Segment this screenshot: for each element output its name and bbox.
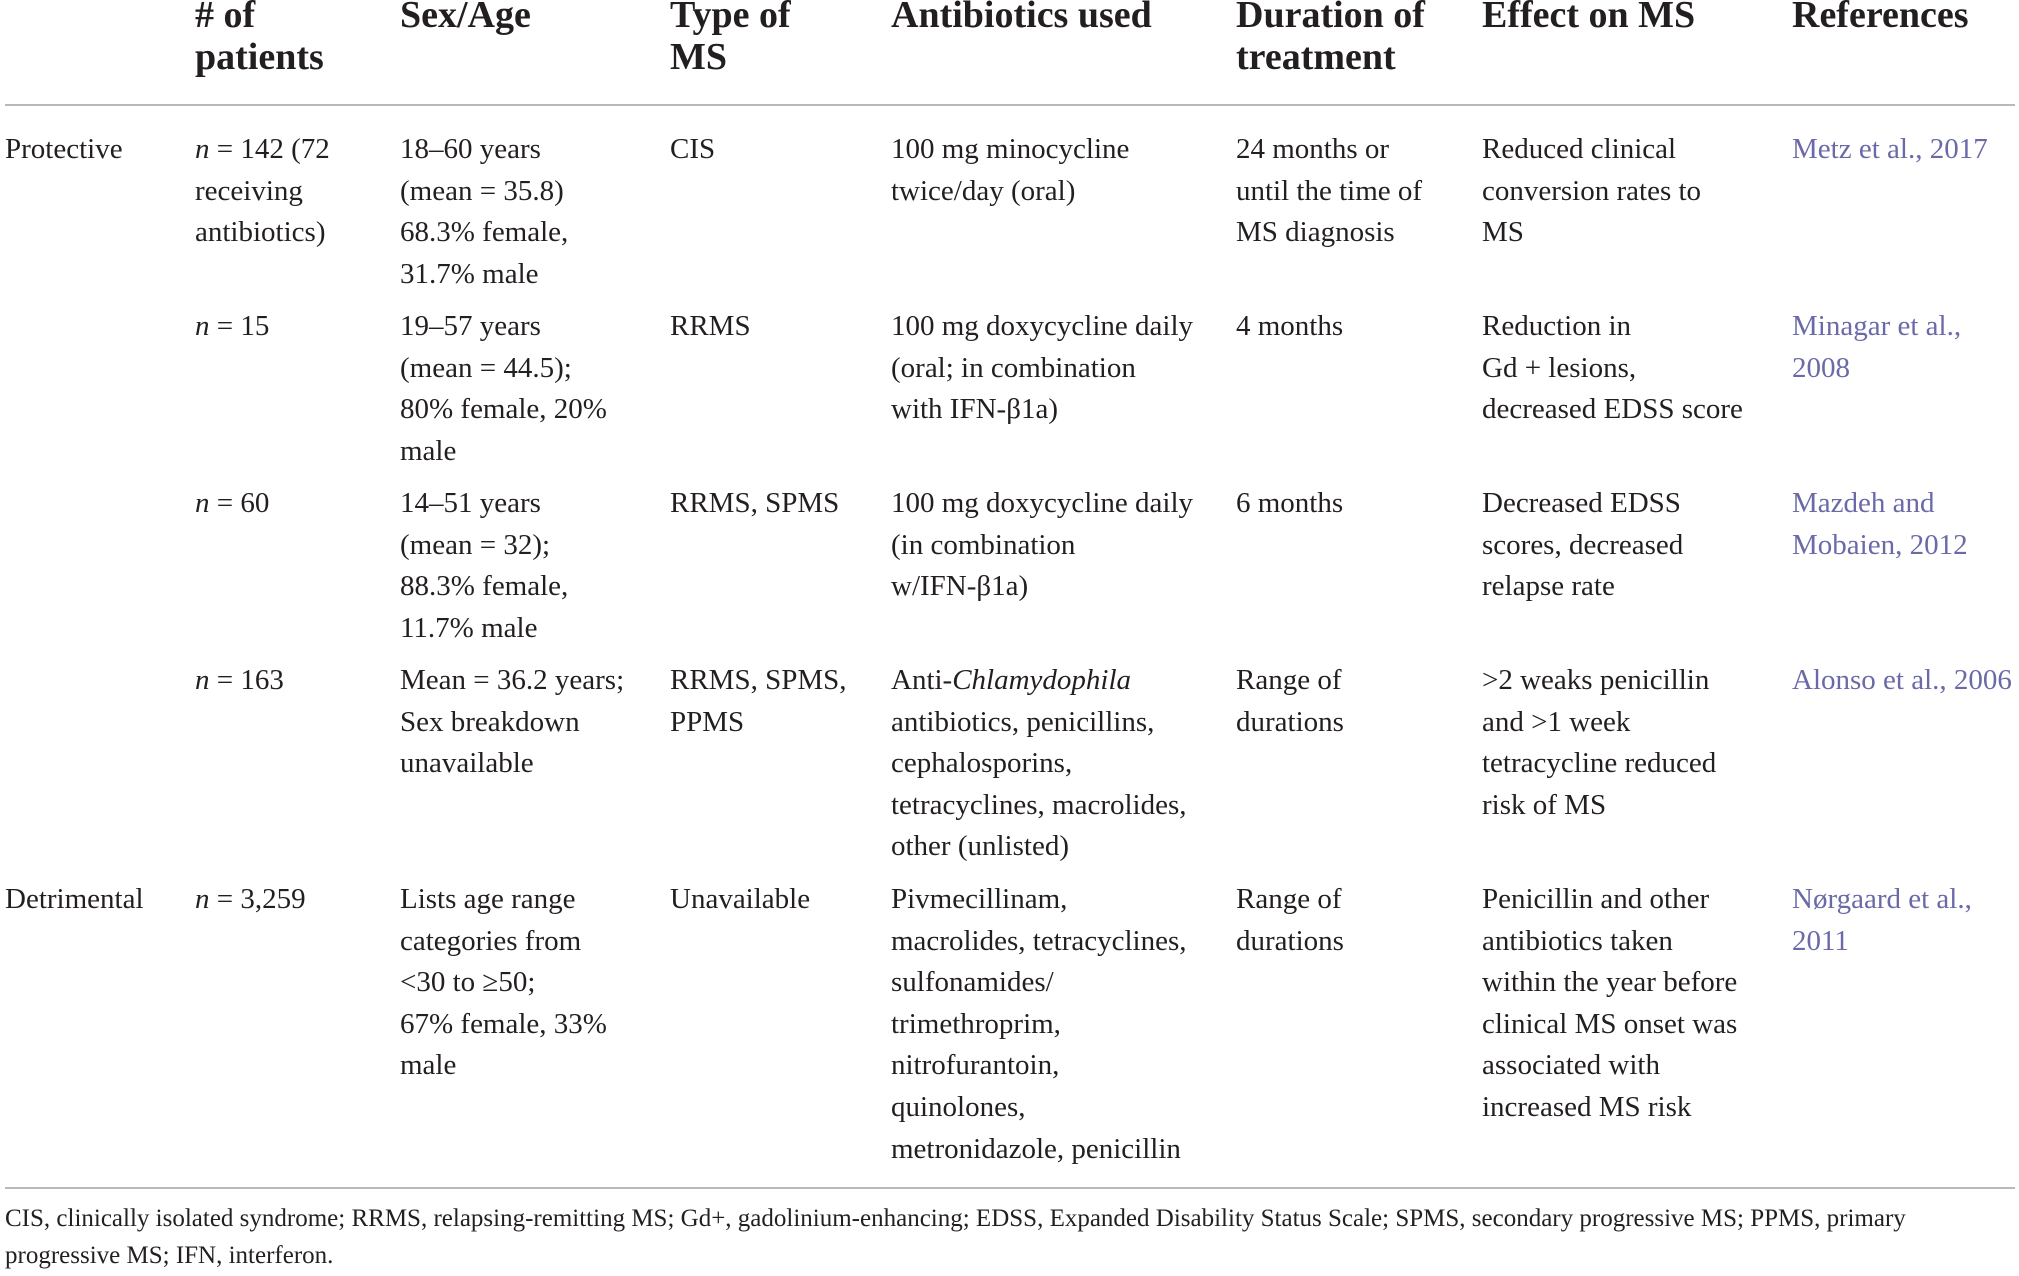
- antibiotics-cell: [891, 129, 1129, 212]
- cell-line: sulfonamides/: [891, 966, 1054, 999]
- cell-line: w/IFN-β1a): [891, 570, 1029, 603]
- cell-line: Metz et al., 2017: [1792, 133, 1988, 165]
- footer-divider: [5, 1187, 2015, 1189]
- cell-line: Mean = 36.2 years;: [400, 664, 625, 696]
- patients-count: [195, 660, 284, 702]
- cell-line: Mazdeh and: [1792, 487, 1935, 519]
- cell-line: PPMS: [670, 705, 745, 738]
- ms-type-cell: [670, 129, 715, 171]
- category-cell: [5, 879, 144, 921]
- patients-cell: [195, 483, 269, 525]
- cell-line: durations: [1236, 705, 1344, 738]
- cell-line: metronidazole, penicillin: [891, 1132, 1181, 1165]
- sex-age-cell: [400, 660, 624, 785]
- cell-line: scores, decreased: [1482, 528, 1684, 561]
- cell-line: receiving: [195, 174, 303, 207]
- cell-line: 100 mg doxycycline daily: [891, 487, 1194, 519]
- cell-line: RRMS, SPMS,: [670, 664, 847, 696]
- cell-line: 2008: [1792, 351, 1850, 384]
- cell-line: Nørgaard et al.,: [1792, 883, 1972, 915]
- cell-line: durations: [1236, 924, 1344, 957]
- n-symbol: n: [195, 133, 210, 165]
- patients-cell: [195, 879, 306, 921]
- cell-line: nitrofurantoin,: [891, 1049, 1060, 1082]
- n-symbol: n: [195, 310, 210, 342]
- header-line: Antibiotics used: [891, 0, 1152, 36]
- cell-line: Penicillin and other: [1482, 883, 1710, 915]
- cell-line: cephalosporins,: [891, 747, 1073, 780]
- cell-line: 4 months: [1236, 310, 1344, 342]
- cell-line: with IFN-β1a): [891, 393, 1058, 426]
- cell-line: Range of: [1236, 664, 1342, 696]
- header-line: Sex/Age: [400, 0, 531, 36]
- header-type-of-ms: [670, 0, 791, 78]
- header-line: treatment: [1236, 36, 1396, 78]
- patients-value: = 142 (72: [209, 133, 330, 165]
- cell-line: 14–51 years: [400, 487, 541, 519]
- cell-line: within the year before: [1482, 966, 1738, 999]
- ms-type-cell: [670, 306, 751, 348]
- table-footnote: [5, 1200, 2017, 1274]
- cell-line: male: [400, 1049, 457, 1082]
- patients-count: [195, 306, 269, 348]
- cell-line: increased MS risk: [1482, 1090, 1692, 1123]
- duration-cell: [1236, 879, 1344, 962]
- patients-count: [195, 483, 269, 525]
- header-antibiotics: [891, 0, 1152, 36]
- sex-age-cell: [400, 879, 607, 1087]
- cell-line: Unavailable: [670, 883, 811, 915]
- patients-count: [195, 879, 306, 921]
- cell-line: unavailable: [400, 747, 534, 780]
- header-effect: [1482, 0, 1695, 36]
- cell-line: categories from: [400, 924, 582, 957]
- cell-line: RRMS, SPMS: [670, 487, 840, 519]
- duration-cell: [1236, 306, 1343, 348]
- cell-line: 100 mg doxycycline daily: [891, 310, 1194, 342]
- cell-line: >2 weaks penicillin: [1482, 664, 1710, 696]
- cell-line: (oral; in combination: [891, 351, 1136, 384]
- category-cell: [5, 129, 123, 171]
- sex-age-cell: [400, 129, 568, 295]
- category-label: Detrimental: [5, 883, 144, 915]
- cell-line: (mean = 44.5);: [400, 351, 572, 384]
- reference-link[interactable]: [1792, 879, 1972, 962]
- antibiotic-prefix: Anti-: [891, 664, 953, 696]
- reference-link[interactable]: [1792, 483, 1968, 566]
- cell-line: 11.7% male: [400, 611, 538, 644]
- cell-line: Minagar et al.,: [1792, 310, 1962, 342]
- cell-line: antibiotics taken: [1482, 924, 1673, 957]
- cell-line: (mean = 35.8): [400, 174, 564, 207]
- organism-name: Chlamydophila: [952, 664, 1132, 696]
- cell-line: MS diagnosis: [1236, 216, 1395, 249]
- cell-line: until the time of: [1236, 174, 1423, 207]
- cell-line: trimethroprim,: [891, 1007, 1061, 1040]
- effect-cell: [1482, 483, 1683, 608]
- patients-value: = 60: [209, 487, 270, 519]
- effect-cell: [1482, 129, 1701, 254]
- header-line: References: [1792, 0, 1969, 36]
- cell-line: 6 months: [1236, 487, 1344, 519]
- cell-line: antibiotics, penicillins,: [891, 705, 1155, 738]
- antibiotics-cell: [891, 483, 1193, 608]
- reference-link[interactable]: [1792, 306, 1961, 389]
- patients-value: = 15: [209, 310, 270, 342]
- category-label: Protective: [5, 133, 123, 165]
- cell-line: and >1 week: [1482, 705, 1631, 738]
- header-line: Type of: [670, 0, 791, 36]
- cell-line: decreased EDSS score: [1482, 393, 1743, 426]
- cell-line: Lists age range: [400, 883, 576, 915]
- header-patients: [195, 0, 324, 78]
- patients-cell: [195, 306, 269, 348]
- header-divider: [5, 104, 2015, 106]
- cell-line: 67% female, 33%: [400, 1007, 607, 1040]
- duration-cell: [1236, 129, 1422, 254]
- antibiotics-cell: [891, 306, 1193, 431]
- cell-line: 100 mg minocycline: [891, 133, 1130, 165]
- header-duration: [1236, 0, 1425, 78]
- cell-line: clinical MS onset was: [1482, 1007, 1738, 1040]
- cell-line: 19–57 years: [400, 310, 541, 342]
- cell-line: relapse rate: [1482, 570, 1615, 603]
- cell-line: Gd + lesions,: [1482, 351, 1637, 384]
- reference-link[interactable]: [1792, 660, 2012, 702]
- cell-line: conversion rates to: [1482, 174, 1702, 207]
- antibiotics-cell: [891, 660, 1187, 868]
- cell-line: Range of: [1236, 883, 1342, 915]
- cell-line: Reduced clinical: [1482, 133, 1677, 165]
- ms-type-cell: [670, 660, 847, 743]
- cell-line: twice/day (oral): [891, 174, 1076, 207]
- header-sex-age: [400, 0, 531, 36]
- cell-line: tetracyclines, macrolides,: [891, 788, 1187, 821]
- patients-value: = 3,259: [209, 883, 306, 915]
- duration-cell: [1236, 483, 1343, 525]
- header-line: # of: [195, 0, 256, 36]
- cell-line: associated with: [1482, 1049, 1660, 1082]
- cell-line: Pivmecillinam,: [891, 883, 1068, 915]
- patients-count: [195, 129, 330, 171]
- effect-cell: [1482, 306, 1743, 431]
- ms-type-cell: [670, 483, 839, 525]
- header-line: MS: [670, 36, 727, 78]
- cell-line: Alonso et al., 2006: [1792, 664, 2012, 696]
- cell-line: (in combination: [891, 528, 1076, 561]
- cell-line: <30 to ≥50;: [400, 966, 536, 999]
- cell-line: 31.7% male: [400, 257, 539, 290]
- patients-cell: [195, 660, 284, 702]
- cell-line: 24 months or: [1236, 133, 1390, 165]
- header-references: [1792, 0, 1969, 36]
- reference-link[interactable]: [1792, 129, 1988, 171]
- cell-line: Reduction in: [1482, 310, 1632, 342]
- cell-line: 80% female, 20%: [400, 393, 607, 426]
- n-symbol: n: [195, 883, 210, 915]
- cell-line: RRMS: [670, 310, 751, 342]
- cell-line: 2011: [1792, 924, 1849, 957]
- cell-line: 18–60 years: [400, 133, 541, 165]
- cell-line: 68.3% female,: [400, 216, 569, 249]
- header-line: Duration of: [1236, 0, 1425, 36]
- duration-cell: [1236, 660, 1344, 743]
- footnote-line: progressive MS; IFN, interferon.: [5, 1242, 334, 1269]
- header-line: Effect on MS: [1482, 0, 1696, 36]
- cell-line: 88.3% female,: [400, 570, 569, 603]
- ms-type-cell: [670, 879, 810, 921]
- n-symbol: n: [195, 487, 210, 519]
- cell-line: antibiotics): [195, 216, 326, 249]
- cell-line: quinolones,: [891, 1090, 1026, 1123]
- patients-cell: [195, 129, 330, 254]
- cell-line: Decreased EDSS: [1482, 487, 1681, 519]
- cell-line: risk of MS: [1482, 788, 1607, 821]
- cell-line: [891, 660, 1187, 702]
- header-line: patients: [195, 36, 324, 78]
- patients-value: = 163: [209, 664, 284, 696]
- cell-line: Mobaien, 2012: [1792, 528, 1968, 561]
- cell-line: other (unlisted): [891, 830, 1069, 863]
- cell-line: CIS: [670, 133, 716, 165]
- cell-line: male: [400, 434, 457, 467]
- cell-line: macrolides, tetracyclines,: [891, 924, 1187, 957]
- cell-line: MS: [1482, 216, 1524, 249]
- antibiotics-cell: [891, 879, 1187, 1170]
- sex-age-cell: [400, 306, 607, 472]
- effect-cell: [1482, 660, 1716, 826]
- footnote-line: CIS, clinically isolated syndrome; RRMS, relapsing-remitting MS; Gd+, gadolinium-enhancing; EDSS, Expanded Disability Status Scale; SPMS, secondary progressive MS; PPMS, primary: [5, 1205, 1906, 1232]
- cell-line: tetracycline reduced: [1482, 747, 1717, 780]
- sex-age-cell: [400, 483, 568, 649]
- effect-cell: [1482, 879, 1737, 1129]
- cell-line: (mean = 32);: [400, 528, 551, 561]
- n-symbol: n: [195, 664, 210, 696]
- cell-line: Sex breakdown: [400, 705, 580, 738]
